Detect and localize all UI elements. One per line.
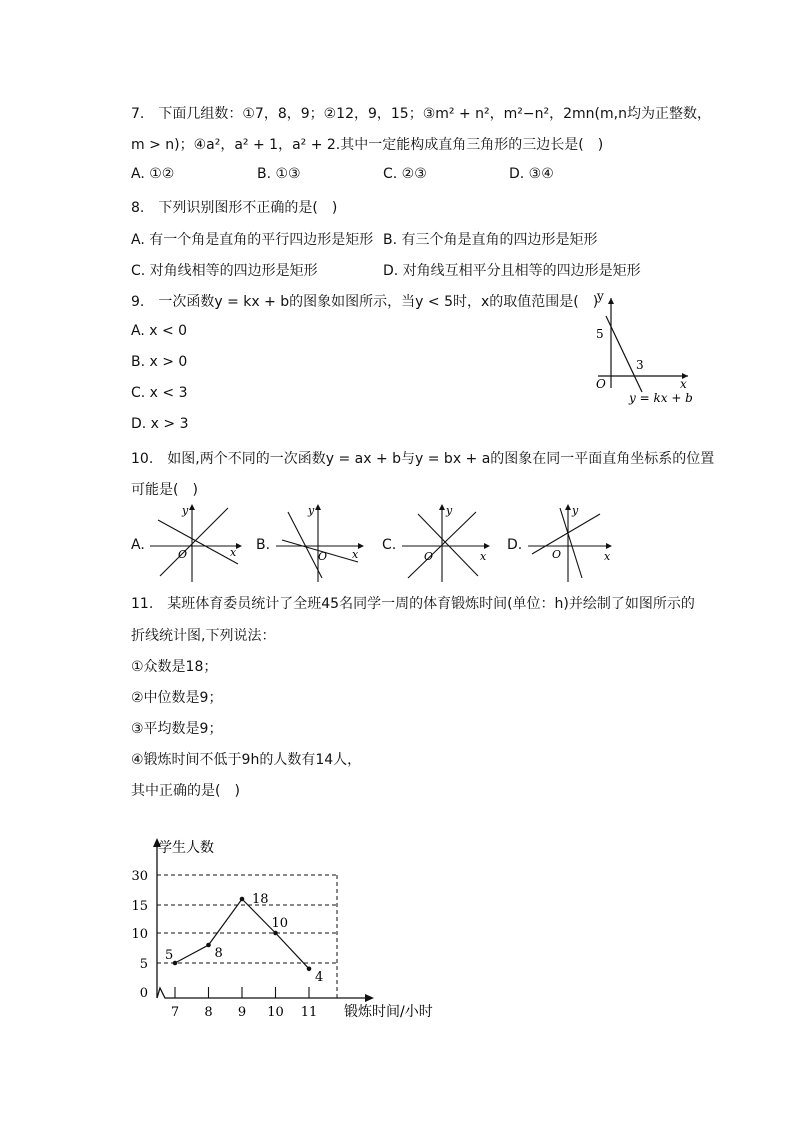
arrow-icon [608, 298, 614, 304]
q11-line2: 折线统计图,下列说法： [131, 628, 276, 644]
y-label: y [572, 504, 579, 517]
q9-option-c[interactable]: C. x < 3 [131, 385, 188, 401]
x-tick-label: 10 [267, 1005, 284, 1020]
q10-option-b-graph[interactable] [272, 500, 372, 584]
x-label: x [604, 550, 611, 563]
q7-line1: 7. 下面几组数：①7，8，9；②12，9，15；③m² + n²，m²−n²，2mn(m,n均为正整数， [131, 106, 711, 122]
q10-option-c-label[interactable]: C. [382, 537, 397, 553]
q9-origin: O [596, 377, 606, 391]
data-label: 8 [214, 946, 223, 961]
chart-x-axis [157, 988, 370, 998]
arrow-icon [606, 543, 612, 549]
x-tick-label: 8 [204, 1005, 213, 1020]
q10-option-a-graph[interactable] [146, 500, 246, 584]
q11-statement-1: ①众数是18； [131, 659, 218, 675]
line-2 [158, 520, 238, 564]
q10-line2: 可能是( ) [131, 482, 198, 498]
chart-y-title: 学生人数 [158, 840, 214, 856]
x-tick-label: 7 [170, 1005, 180, 1020]
origin-label: O [318, 550, 328, 563]
chart-x-title: 锻炼时间/小时 [344, 1004, 433, 1020]
origin-label: O [178, 548, 188, 561]
arrow-icon [315, 504, 321, 510]
q9-line-label: y = kx + b [629, 391, 693, 405]
data-point [173, 961, 178, 966]
q9-x-label: x [680, 377, 687, 391]
arrow-icon [565, 504, 571, 510]
arrow-icon [484, 543, 490, 549]
data-point [307, 967, 312, 972]
y-label: y [182, 504, 189, 517]
q10-option-c-graph[interactable] [398, 500, 498, 584]
q7-option-d[interactable]: D. ③④ [509, 166, 554, 182]
q10-option-b-label[interactable]: B. [256, 537, 271, 553]
q9-stem: 9. 一次函数y = kx + b的图象如图所示，当y < 5时，x的取值范围是( ) [131, 294, 599, 310]
y-tick-label: 30 [131, 869, 148, 884]
q7-option-b[interactable]: B. ①③ [257, 166, 301, 182]
y-tick-label: 0 [139, 986, 148, 1001]
q8-option-a[interactable]: A. 有一个角是直角的平行四边形是矩形 [131, 232, 374, 248]
y-tick-label: 5 [139, 957, 148, 972]
q9-x-intercept: 3 [636, 358, 644, 372]
line-chart [120, 832, 450, 1028]
data-label: 10 [271, 916, 289, 931]
q7-option-a[interactable]: A. ①② [131, 166, 175, 182]
q9-option-b[interactable]: B. x > 0 [131, 354, 188, 370]
arrow-icon [189, 504, 195, 510]
arrow-icon [365, 994, 374, 1002]
y-tick-label: 10 [131, 927, 148, 942]
data-label: 4 [315, 969, 324, 985]
q9-graph [588, 288, 698, 408]
q8-option-d[interactable]: D. 对角线互相平分且相等的四边形是矩形 [383, 263, 641, 279]
q9-option-a[interactable]: A. x < 0 [131, 323, 188, 339]
q11-statement-4: ④锻炼时间不低于9h的人数有14人， [131, 752, 362, 768]
q9-option-d[interactable]: D. x > 3 [131, 416, 189, 432]
arrow-icon [358, 543, 364, 549]
line-1 [418, 514, 478, 576]
q8-stem: 8. 下列识别图形不正确的是( ) [131, 200, 338, 216]
line-1 [560, 508, 582, 578]
arrow-icon [236, 543, 242, 549]
q10-option-a-label[interactable]: A. [131, 537, 145, 553]
x-tick-label: 9 [237, 1005, 247, 1020]
q11-ask: 其中正确的是( ) [131, 783, 240, 799]
x-tick-label: 11 [300, 1005, 318, 1020]
q7-option-c[interactable]: C. ②③ [383, 166, 427, 182]
data-label: 18 [252, 892, 269, 907]
q8-option-c[interactable]: C. 对角线相等的四边形是矩形 [131, 263, 318, 279]
x-label: x [480, 550, 487, 563]
line-1 [160, 508, 228, 576]
x-label: x [230, 546, 237, 559]
q10-line1: 10. 如图,两个不同的一次函数y = ax + b与y = bx + a的图象在同一平面直角坐标系的位置 [131, 451, 715, 467]
origin-label: O [424, 550, 434, 563]
data-point [273, 931, 278, 936]
q11-line1: 11. 某班体育委员统计了全班45名同学一周的体育锻炼时间(单位：h)并绘制了如图所示的 [131, 596, 695, 612]
x-label: x [352, 548, 359, 561]
y-label: y [446, 504, 453, 517]
data-point [206, 943, 211, 948]
q11-statement-2: ②中位数是9； [131, 690, 223, 706]
q9-y-label: y [597, 289, 604, 303]
q9-y-intercept: 5 [596, 327, 604, 341]
y-tick-label: 15 [131, 899, 148, 914]
q8-option-b[interactable]: B. 有三个角是直角的四边形是矩形 [383, 232, 598, 248]
origin-label: O [552, 548, 562, 561]
data-label: 5 [165, 948, 174, 963]
y-label: y [308, 504, 315, 517]
q7-line2: m > n)；④a²，a² + 1，a² + 2.其中一定能构成直角三角形的三边长是( ) [131, 137, 604, 153]
series-line [175, 899, 309, 969]
data-point [240, 897, 245, 902]
line-2 [532, 514, 600, 554]
q10-option-d-graph[interactable] [524, 500, 624, 584]
line-1 [288, 512, 322, 578]
arrow-icon [439, 504, 445, 510]
q10-option-d-label[interactable]: D. [507, 537, 523, 553]
q11-statement-3: ③平均数是9； [131, 721, 223, 737]
